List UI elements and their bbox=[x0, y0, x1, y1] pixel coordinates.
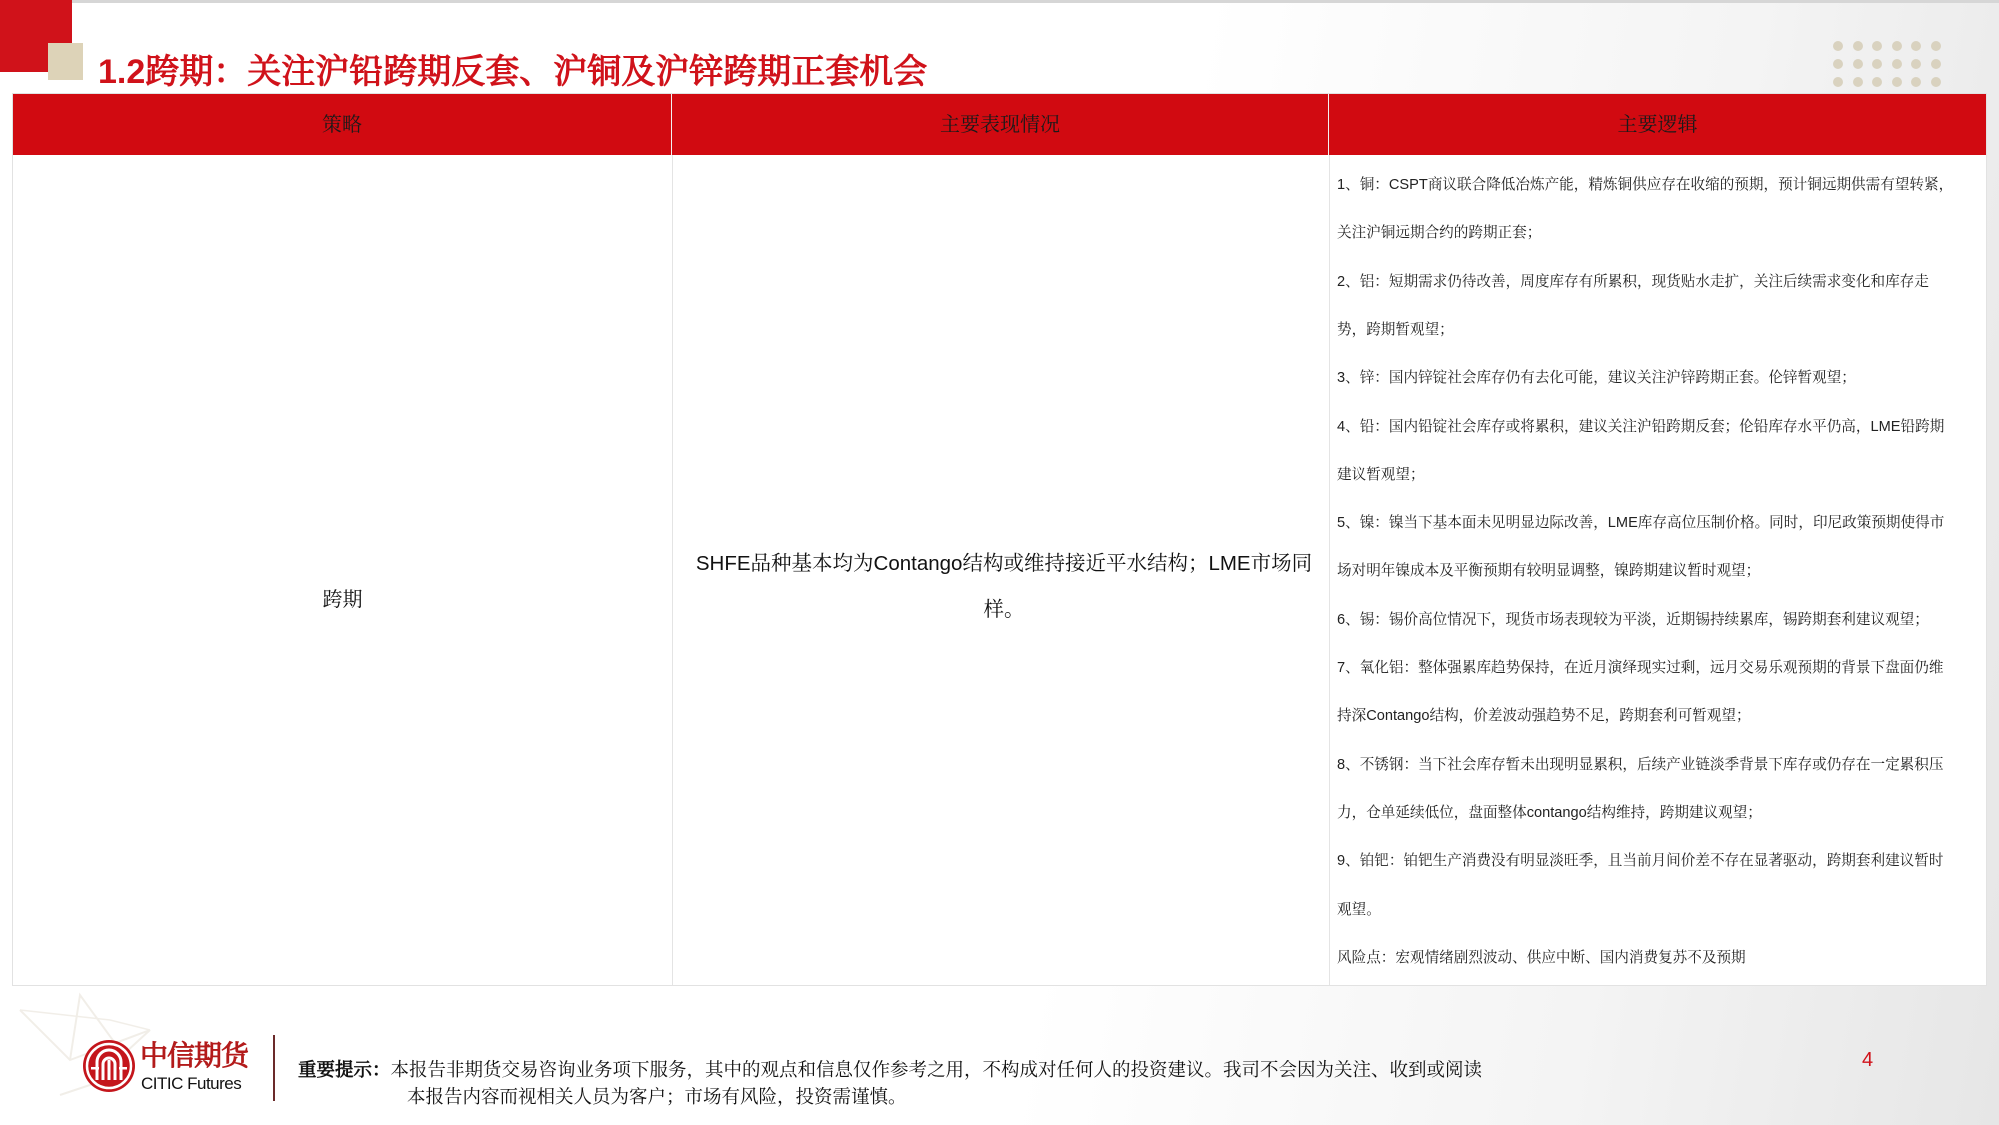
logic-line: 建议暂观望； bbox=[1337, 466, 1425, 483]
decorative-dot bbox=[1872, 41, 1882, 51]
logic-line: 8、不锈钢：当下社会库存暂未出现明显累积，后续产业链淡季背景下库存或仍存在一定累积压 bbox=[1337, 756, 1944, 773]
disclaimer-label: 重要提示： bbox=[298, 1060, 391, 1081]
decorative-dot bbox=[1892, 77, 1902, 87]
disclaimer-line-1: 本报告非期货交易咨询业务项下服务，其中的观点和信息仅作参考之用，不构成对任何人的投资建议。我司不会因为关注、收到或阅读 bbox=[390, 1060, 1483, 1081]
decorative-dot bbox=[1833, 59, 1843, 69]
decorative-dot bbox=[1911, 59, 1921, 69]
page-title: 1.2跨期：关注沪铅跨期反套、沪铜及沪锌跨期正套机会 bbox=[98, 53, 928, 91]
page-number: 4 bbox=[1862, 1049, 1874, 1071]
logic-line: 持深Contango结构，价差波动强趋势不足，跨期套利可暂观望； bbox=[1337, 708, 1751, 725]
decorative-dot bbox=[1931, 59, 1941, 69]
logic-line: 1、铜：CSPT商议联合降低冶炼产能，精炼铜供应存在收缩的预期，预计铜远期供需有望转紧， bbox=[1337, 177, 1954, 193]
decorative-dot bbox=[1872, 77, 1882, 87]
column-header-logic: 主要逻辑 bbox=[1617, 112, 1698, 136]
column-divider bbox=[672, 155, 673, 985]
logic-line: 3、锌：国内锌锭社会库存仍有去化可能，建议关注沪锌跨期正套。伦锌暂观望； bbox=[1337, 370, 1856, 387]
column-divider bbox=[1329, 155, 1330, 985]
logic-line: 关注沪铜远期合约的跨期正套； bbox=[1337, 225, 1542, 242]
citic-logo-icon bbox=[83, 1040, 135, 1092]
table-cell-performance bbox=[679, 155, 1329, 985]
decorative-dot bbox=[1853, 41, 1863, 51]
table-cell-strategy bbox=[13, 155, 672, 985]
logic-line: 9、铂钯：铂钯生产消费没有明显淡旺季，且当前月间价差不存在显著驱动，跨期套利建议暂时 bbox=[1337, 853, 1944, 870]
logic-line: 6、锡：锡价高位情况下，现货市场表现较为平淡，近期锡持续累库，锡跨期套利建议观望； bbox=[1337, 611, 1929, 628]
decorative-dot bbox=[1911, 41, 1921, 51]
decorative-dot bbox=[1911, 77, 1921, 87]
decorative-dot bbox=[1892, 59, 1902, 69]
citic-futures-logo bbox=[83, 1040, 265, 1096]
column-header-strategy: 策略 bbox=[13, 94, 672, 155]
decorative-beige-square bbox=[48, 43, 83, 80]
logic-line: 7、氧化铝：整体强累库趋势保持，在近月演绎现实过剩，远月交易乐观预期的背景下盘面仍维 bbox=[1337, 660, 1944, 676]
logic-line: 场对明年镍成本及平衡预期有较明显调整，镍跨期建议暂时观望； bbox=[1337, 563, 1761, 580]
decorative-dot bbox=[1833, 41, 1843, 51]
disclaimer-line-2: 本报告内容而视相关人员为客户；市场有风险，投资需谨慎。 bbox=[407, 1087, 907, 1108]
logo-name-cn: 中信期货 bbox=[140, 1039, 249, 1072]
top-rule bbox=[0, 0, 1999, 3]
decorative-dot bbox=[1853, 59, 1863, 69]
logic-line: 观望。 bbox=[1337, 901, 1381, 918]
logic-line: 力，仓单延续低位，盘面整体contango结构维持，跨期建议观望； bbox=[1337, 804, 1762, 821]
footer-divider bbox=[273, 1035, 275, 1101]
logic-line: 5、镍：镍当下基本面未见明显边际改善，LME库存高位压制价格。同时，印尼政策预期使得市 bbox=[1337, 515, 1945, 532]
logic-line: 4、铅：国内铅锭社会库存或将累积，建议关注沪铅跨期反套；伦铅库存水平仍高，LME铅跨期 bbox=[1337, 418, 1945, 435]
strategy-label: 跨期 bbox=[322, 586, 363, 611]
decorative-dot bbox=[1931, 41, 1941, 51]
performance-text: SHFE品种基本均为Contango结构或维持接近平水结构；LME市场同样。 bbox=[695, 552, 1313, 621]
decorative-dot bbox=[1931, 77, 1941, 87]
decorative-dot bbox=[1872, 59, 1882, 69]
logic-line: 2、铝：短期需求仍待改善，周度库存有所累积，现货贴水走扩，关注后续需求变化和库存走 bbox=[1337, 273, 1929, 290]
logo-name-en: CITIC Futures bbox=[141, 1074, 242, 1093]
decorative-dot bbox=[1833, 77, 1843, 87]
decorative-dot-grid-icon bbox=[1833, 41, 1953, 93]
decorative-dot bbox=[1892, 41, 1902, 51]
column-header-performance: 主要表现情况 bbox=[672, 94, 1329, 155]
logic-line: 势，跨期暂观望； bbox=[1337, 321, 1454, 338]
decorative-dot bbox=[1853, 77, 1863, 87]
table-header-row bbox=[13, 94, 1986, 155]
strategy-table bbox=[12, 93, 1987, 986]
logic-line: 风险点：宏观情绪剧烈波动、供应中断、国内消费复苏不及预期 bbox=[1337, 949, 1746, 966]
disclaimer bbox=[298, 1057, 1698, 1111]
